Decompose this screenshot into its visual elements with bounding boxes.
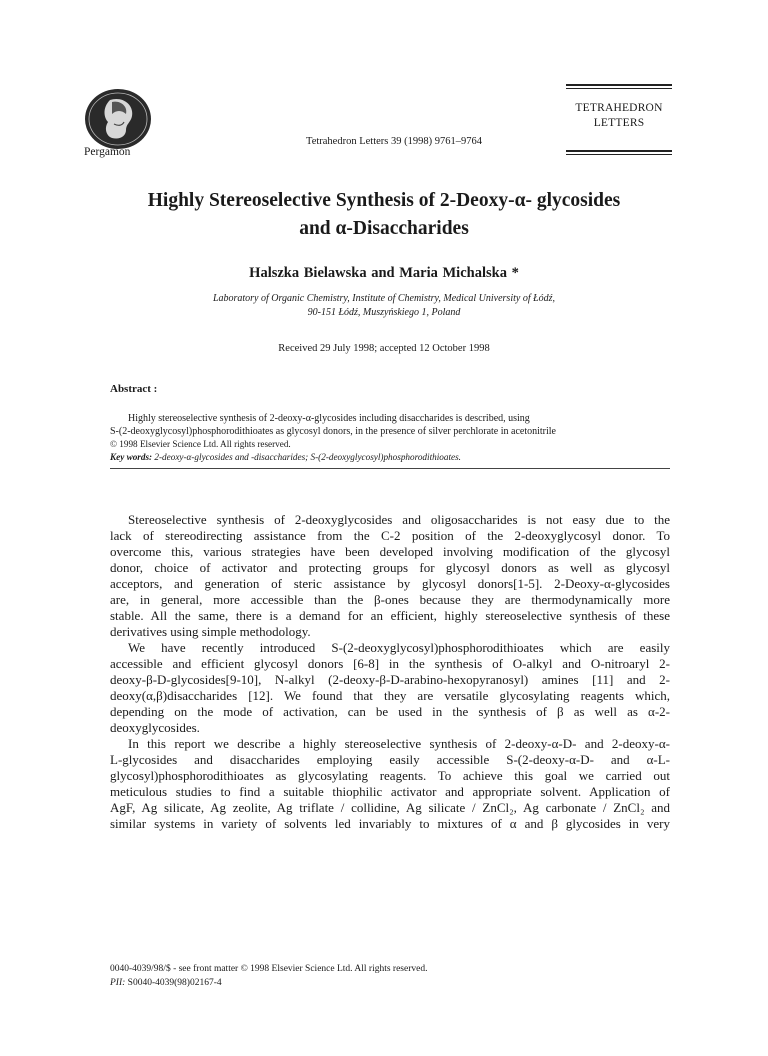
body-line: accessible and efficient glycosyl donors [6-8] in the synthesis of O-alkyl and O-nitroaryl 2-: [110, 656, 670, 671]
body-line: meticulous studies to find a suitable thiophilic activator and appropriate solvent. Application of: [110, 784, 670, 799]
abstract-text: Highly stereoselective synthesis of 2-deoxy-α-glycosides including disaccharides is described, using: [128, 413, 530, 424]
keywords-text: 2-deoxy-α-glycosides and -disaccharides; S-(2-deoxyglycosyl)phosphorodithioates.: [152, 452, 461, 462]
divider: [110, 468, 670, 469]
body-line: acceptors, and generation of steric assistance by glycosyl donors[1-5]. 2-Deoxy-α-glycosides: [110, 576, 670, 591]
body-line: deoxyglycosides.: [110, 720, 200, 735]
body-line: donor, choice of activator and protecting groups for glycosyl donors as well as glycosyl: [110, 560, 670, 575]
paper-title: Highly Stereoselective Synthesis of 2-Deoxy-α- glycosides: [147, 190, 621, 211]
copyright: © 1998 Elsevier Science Ltd. All rights reserved.: [110, 439, 291, 449]
rule: [566, 154, 672, 155]
keywords: [110, 451, 670, 464]
journal-citation: Tetrahedron Letters 39 (1998) 9761–9764: [306, 136, 482, 147]
pii: [110, 978, 222, 988]
body-line: are, in general, more accessible than the β-ones because they are thermodynamically more: [110, 592, 670, 607]
affiliation: Laboratory of Organic Chemistry, Institute of Chemistry, Medical University of Łódź,: [212, 293, 556, 304]
rule: [566, 150, 672, 152]
pii-label: PII:: [110, 978, 126, 988]
body-line: Stereoselective synthesis of 2-deoxyglycosides and oligosaccharides is not easy due to the: [128, 512, 670, 527]
front-matter-note: 0040-4039/98/$ - see front matter © 1998 Elsevier Science Ltd. All rights reserved.: [110, 964, 428, 974]
pii-value: S0040-4039(98)02167-4: [125, 978, 222, 988]
body-line: In this report we describe a highly stereoselective synthesis of 2-deoxy-α-D- and 2-deoxy-α-: [128, 736, 670, 751]
body-line: glycosyl)phosphorodithioates as glycosylating reagents. To achieve this goal we carried out: [110, 768, 670, 783]
rule: [566, 88, 672, 89]
body-line: derivatives using simple methodology.: [110, 624, 311, 639]
abstract-text: S-(2-deoxyglycosyl)phosphorodithioates as glycosyl donors, in the presence of silver perchlorate in acetonitrile: [110, 426, 556, 437]
keywords-label: Key words:: [110, 452, 153, 462]
body-line: AgF, Ag silicate, Ag zeolite, Ag triflate / collidine, Ag silicate / ZnCl₂, Ag carbonate / ZnCl₂ and: [110, 800, 670, 815]
authors: Halszka Bielawska and Maria Michalska *: [249, 265, 519, 281]
received-dates: Received 29 July 1998; accepted 12 October 1998: [278, 343, 490, 354]
journal-name: LETTERS: [593, 117, 645, 129]
paper-title: and α-Disaccharides: [299, 218, 469, 239]
body-line: lack of stereodirecting assistance from the C-2 position of the 2-deoxyglycosyl donor. To: [110, 528, 670, 543]
abstract-label: Abstract :: [110, 383, 158, 395]
journal-name-box: [566, 84, 672, 158]
body-line: overcome this, various strategies have been developed involving modification of the glycosyl: [110, 544, 670, 559]
body-line: deoxy(α,β)disaccharides [12]. We found that they are versatile glycosylating reagents which,: [110, 688, 670, 703]
body-line: similar systems in variety of solvents led invariably to mixtures of α and β glycosides in very: [110, 816, 670, 831]
body-line: L-glycosides and disaccharides employing easily accessible S-(2-deoxy-α-D- and α-L-: [110, 752, 670, 767]
body-line: depending on the mode of activation, can be used in the synthesis of β as well as α-2-: [110, 704, 670, 719]
body-line: deoxy-β-D-glycosides[9-10], N-alkyl (2-deoxy-β-D-arabino-hexopyranosyl) amines [11] and 2-: [110, 672, 670, 687]
body-line: stable. All the same, there is a demand for an efficient, highly stereoselective synthesis of these: [110, 608, 670, 623]
journal-name: TETRAHEDRON: [575, 102, 663, 114]
affiliation: 90-151 Łódź, Muszyńskiego 1, Poland: [307, 307, 461, 318]
body-line: We have recently introduced S-(2-deoxyglycosyl)phosphorodithioates which are easily: [128, 640, 670, 655]
rule: [566, 84, 672, 86]
publisher-name: Pergamon: [84, 146, 131, 158]
